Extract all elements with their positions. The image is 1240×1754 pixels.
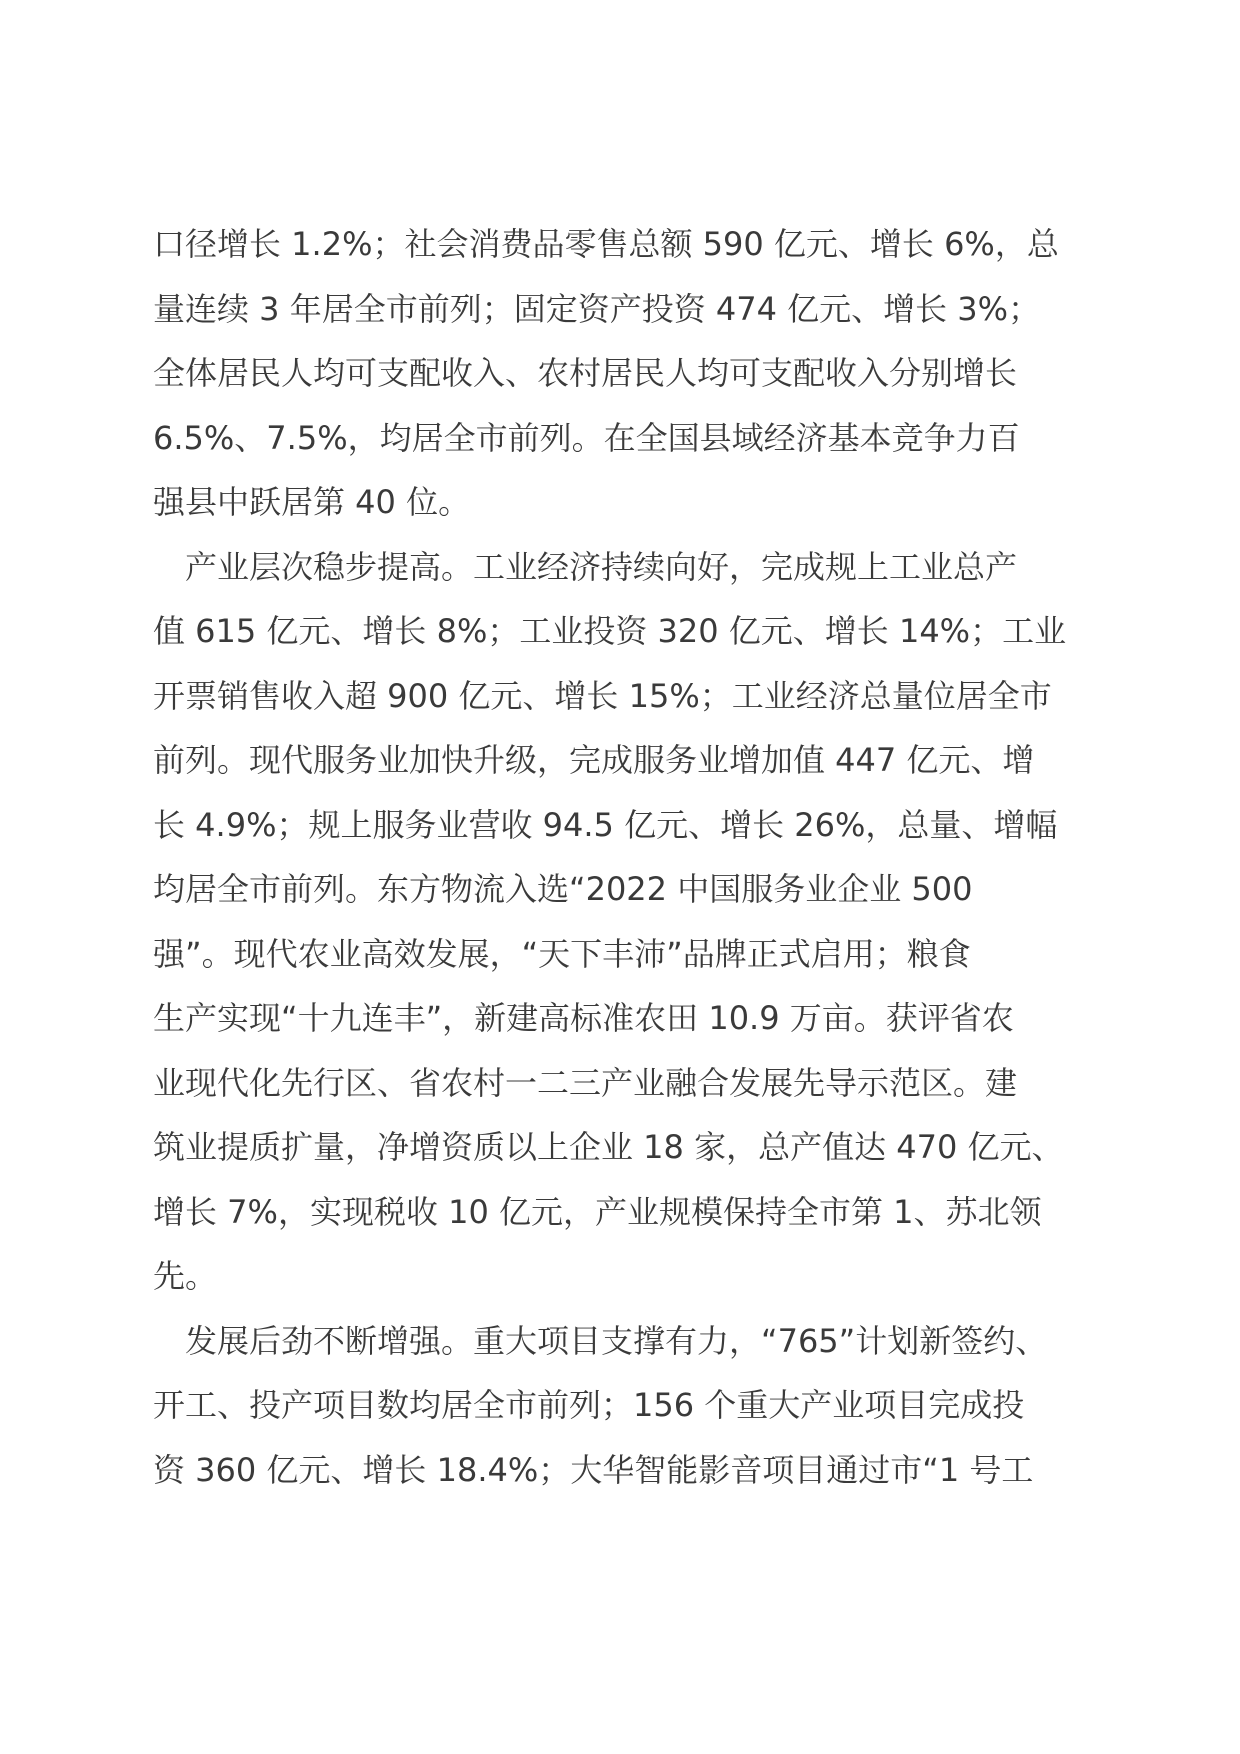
- text-line: 前列。现代服务业加快升级，完成服务业增加值 447 亿元、增: [153, 741, 1035, 779]
- text-line: 口径增长 1.2%；社会消费品零售总额 590 亿元、增长 6%，总: [153, 225, 1059, 263]
- text-line: 6.5%、7.5%，均居全市前列。在全国县域经济基本竞争力百: [153, 418, 1020, 457]
- text-line: 值 615 亿元、增长 8%；工业投资 320 亿元、增长 14%；工业: [153, 612, 1067, 650]
- text-line: 增长 7%，实现税收 10 亿元，产业规模保持全市第 1、苏北领: [153, 1192, 1042, 1231]
- text-line: 筑业提质扩量，净增资质以上企业 18 家，总产值达 470 亿元、: [153, 1128, 1064, 1166]
- text-line: 先。: [153, 1257, 218, 1295]
- paragraph-start-line: 产业层次稳步提高。工业经济持续向好，完成规上工业总产: [185, 547, 1018, 586]
- text-line: 资 360 亿元、增长 18.4%；大华智能影音项目通过市“1 号工: [153, 1450, 1034, 1489]
- text-line: 开票销售收入超 900 亿元、增长 15%；工业经济总量位居全市: [153, 676, 1052, 715]
- text-line: 生产实现“十九连丰”，新建高标准农田 10.9 万亩。获评省农: [153, 999, 1014, 1037]
- paragraph-start-line: 发展后劲不断增强。重大项目支撑有力，“765”计划新签约、: [185, 1321, 1048, 1360]
- text-line: 均居全市前列。东方物流入选“2022 中国服务业企业 500: [153, 870, 973, 908]
- body-text: [153, 212, 1093, 1502]
- text-line: 强”。现代农业高效发展，“天下丰沛”品牌正式启用；粮食: [153, 934, 971, 973]
- text-line: 开工、投产项目数均居全市前列；156 个重大产业项目完成投: [153, 1386, 1025, 1424]
- text-line: 全体居民人均可支配收入、农村居民人均可支配收入分别增长: [153, 354, 1018, 392]
- text-line: 强县中跃居第 40 位。: [153, 483, 471, 521]
- text-line: 业现代化先行区、省农村一二三产业融合发展先导示范区。建: [153, 1063, 1018, 1102]
- text-line: 长 4.9%；规上服务业营收 94.5 亿元、增长 26%，总量、增幅: [153, 805, 1058, 844]
- text-line: 量连续 3 年居全市前列；固定资产投资 474 亿元、增长 3%；: [153, 289, 1041, 328]
